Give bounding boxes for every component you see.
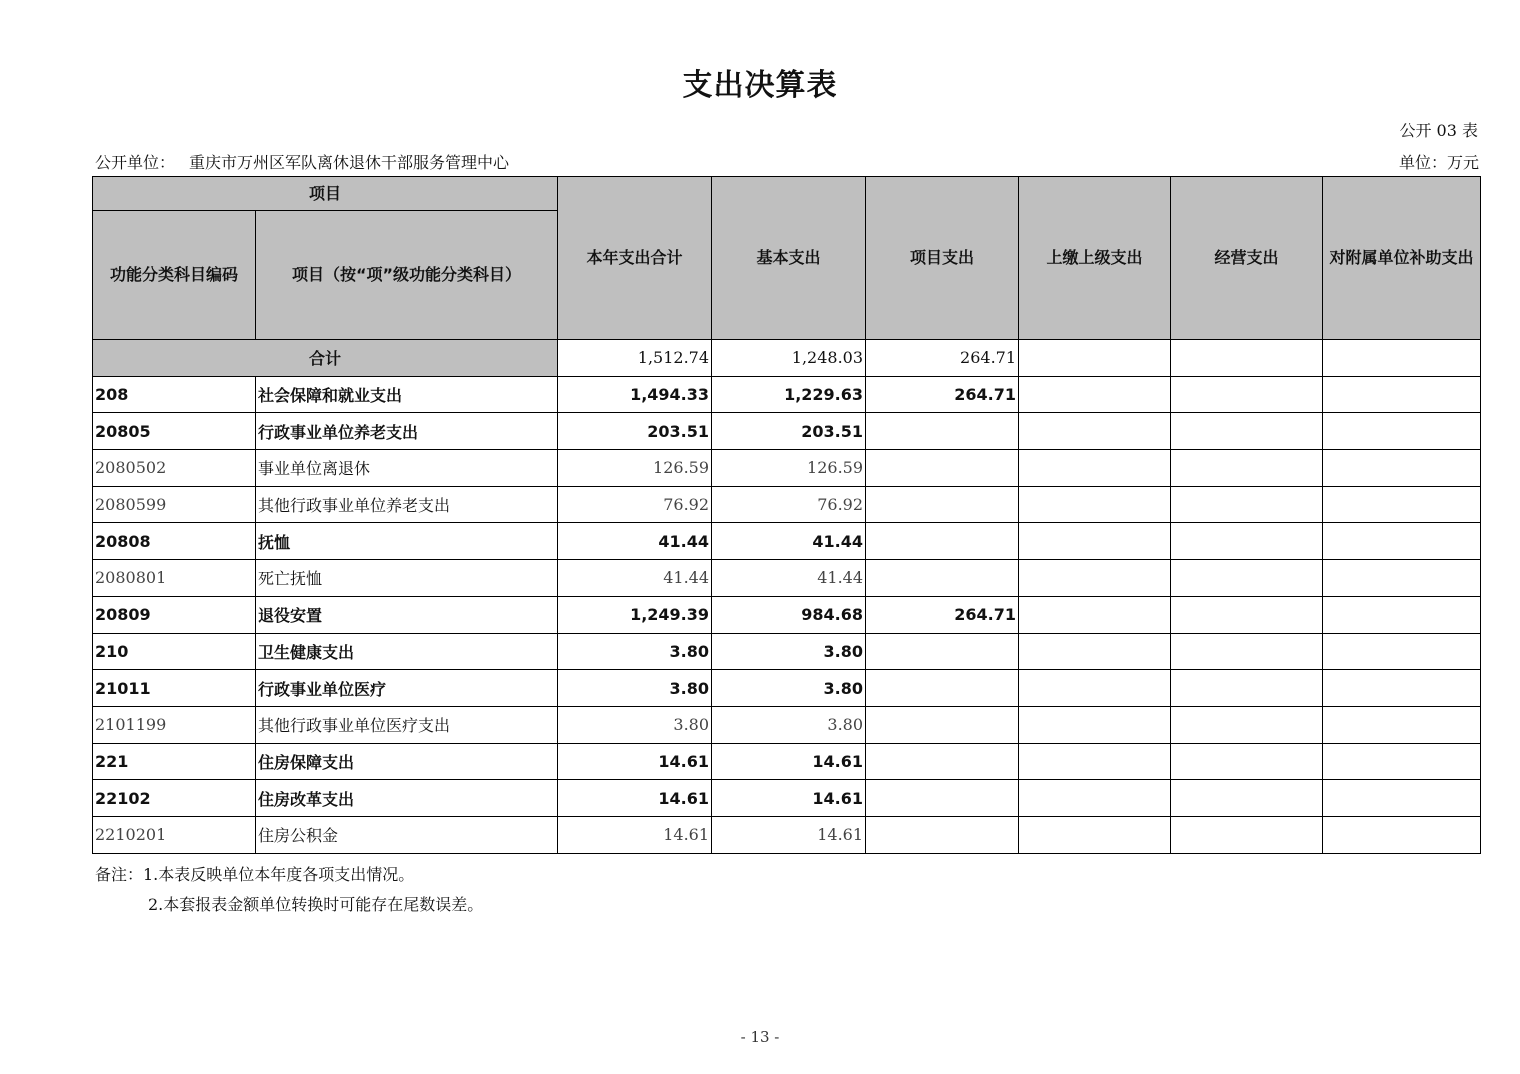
cell-upper [1019,743,1171,780]
cell-upper [1019,413,1171,450]
cell-upper [1019,780,1171,817]
cell-business [1171,743,1323,780]
table-row [93,780,1481,817]
form-number: 公开 03 表 [1399,121,1478,140]
cell-name: 卫生健康支出 [256,633,558,670]
total-label: 合计 [93,340,558,377]
cell-project-exp [866,560,1019,597]
cell-business [1171,596,1323,633]
cell-project-exp [866,780,1019,817]
cell-project-exp [866,523,1019,560]
cell-name: 社会保障和就业支出 [256,376,558,413]
cell-subsidy [1323,596,1481,633]
table-row [93,450,1481,487]
cell-subsidy [1323,670,1481,707]
cell-code: 20805 [93,413,256,450]
cell-name: 抚恤 [256,523,558,560]
cell-basic: 126.59 [712,450,866,487]
header-code: 功能分类科目编码 [93,211,256,340]
cell-code: 20808 [93,523,256,560]
cell-upper [1019,596,1171,633]
cell-business [1171,523,1323,560]
table-row [93,376,1481,413]
cell-business [1171,670,1323,707]
cell-code: 221 [93,743,256,780]
header-upper-remittance: 上缴上级支出 [1019,177,1171,340]
cell-code: 21011 [93,670,256,707]
cell-project-exp [866,743,1019,780]
cell-subsidy [1323,413,1481,450]
cell-project-exp [866,670,1019,707]
cell-business [1171,633,1323,670]
cell-basic: 3.80 [712,706,866,743]
cell-code: 20809 [93,596,256,633]
cell-code: 2080801 [93,560,256,597]
header-basic: 基本支出 [712,177,866,340]
total-subsidy [1323,340,1481,377]
header-name: 项目（按“项”级功能分类科目） [256,211,558,340]
cell-upper [1019,706,1171,743]
cell-subsidy [1323,560,1481,597]
cell-name: 其他行政事业单位养老支出 [256,486,558,523]
unit-label: 公开单位： [95,153,176,172]
table-row [93,486,1481,523]
cell-name: 行政事业单位医疗 [256,670,558,707]
total-row [93,340,1481,377]
cell-name: 事业单位离退休 [256,450,558,487]
expenditure-table [92,176,1481,854]
cell-name: 退役安置 [256,596,558,633]
reporting-unit [95,150,509,173]
cell-total: 41.44 [558,560,712,597]
cell-project-exp [866,706,1019,743]
cell-total: 3.80 [558,706,712,743]
cell-code: 2210201 [93,816,256,853]
cell-total: 3.80 [558,670,712,707]
cell-business [1171,560,1323,597]
cell-subsidy [1323,743,1481,780]
currency-unit: 单位：万元 [1398,153,1479,172]
header-project: 项目 [93,177,558,211]
cell-total: 3.80 [558,633,712,670]
cell-basic: 14.61 [712,780,866,817]
cell-total: 76.92 [558,486,712,523]
cell-business [1171,706,1323,743]
cell-name: 住房改革支出 [256,780,558,817]
header-project-expenditure: 项目支出 [866,177,1019,340]
cell-upper [1019,560,1171,597]
cell-name: 住房保障支出 [256,743,558,780]
cell-subsidy [1323,816,1481,853]
cell-upper [1019,670,1171,707]
table-row [93,670,1481,707]
note-1: 备注：1.本表反映单位本年度各项支出情况。 [95,865,415,884]
table-row [93,560,1481,597]
cell-name: 住房公积金 [256,816,558,853]
cell-total: 14.61 [558,816,712,853]
table-row [93,743,1481,780]
cell-business [1171,413,1323,450]
total-project-expenditure: 264.71 [866,340,1019,377]
cell-basic: 3.80 [712,670,866,707]
cell-name: 行政事业单位养老支出 [256,413,558,450]
cell-total: 41.44 [558,523,712,560]
cell-subsidy [1323,633,1481,670]
table-row [93,706,1481,743]
cell-project-exp [866,413,1019,450]
cell-total: 1,249.39 [558,596,712,633]
cell-name: 死亡抚恤 [256,560,558,597]
cell-code: 22102 [93,780,256,817]
cell-upper [1019,486,1171,523]
notes [95,860,483,920]
cell-business [1171,486,1323,523]
cell-code: 208 [93,376,256,413]
cell-subsidy [1323,706,1481,743]
page-title: 支出决算表 [682,68,838,103]
cell-project-exp: 264.71 [866,376,1019,413]
cell-basic: 1,229.63 [712,376,866,413]
cell-business [1171,450,1323,487]
cell-project-exp [866,486,1019,523]
total-total: 1,512.74 [558,340,712,377]
total-business [1171,340,1323,377]
cell-subsidy [1323,376,1481,413]
cell-basic: 41.44 [712,523,866,560]
cell-upper [1019,450,1171,487]
total-upper [1019,340,1171,377]
cell-basic: 41.44 [712,560,866,597]
cell-basic: 984.68 [712,596,866,633]
note-2: 2.本套报表金额单位转换时可能存在尾数误差。 [148,895,484,914]
table-row [93,596,1481,633]
cell-upper [1019,633,1171,670]
cell-total: 14.61 [558,743,712,780]
cell-project-exp [866,450,1019,487]
cell-subsidy [1323,450,1481,487]
cell-business [1171,780,1323,817]
unit-name: 重庆市万州区军队离休退休干部服务管理中心 [189,153,510,172]
table-row [93,523,1481,560]
table-row [93,413,1481,450]
cell-name: 其他行政事业单位医疗支出 [256,706,558,743]
cell-project-exp: 264.71 [866,596,1019,633]
header-business: 经营支出 [1171,177,1323,340]
cell-upper [1019,816,1171,853]
cell-business [1171,376,1323,413]
page-number: - 13 - [740,1028,780,1046]
cell-basic: 203.51 [712,413,866,450]
total-basic: 1,248.03 [712,340,866,377]
header-subsidy: 对附属单位补助支出 [1323,177,1481,340]
cell-upper [1019,523,1171,560]
cell-upper [1019,376,1171,413]
cell-basic: 3.80 [712,633,866,670]
cell-business [1171,816,1323,853]
cell-total: 126.59 [558,450,712,487]
cell-basic: 14.61 [712,743,866,780]
cell-subsidy [1323,523,1481,560]
cell-code: 2080599 [93,486,256,523]
cell-project-exp [866,633,1019,670]
table-row [93,816,1481,853]
cell-project-exp [866,816,1019,853]
cell-total: 1,494.33 [558,376,712,413]
cell-code: 210 [93,633,256,670]
cell-code: 2101199 [93,706,256,743]
cell-subsidy [1323,486,1481,523]
cell-code: 2080502 [93,450,256,487]
table-body [93,340,1481,854]
cell-total: 14.61 [558,780,712,817]
header-total: 本年支出合计 [558,177,712,340]
cell-basic: 76.92 [712,486,866,523]
cell-subsidy [1323,780,1481,817]
table-row [93,633,1481,670]
cell-total: 203.51 [558,413,712,450]
cell-basic: 14.61 [712,816,866,853]
